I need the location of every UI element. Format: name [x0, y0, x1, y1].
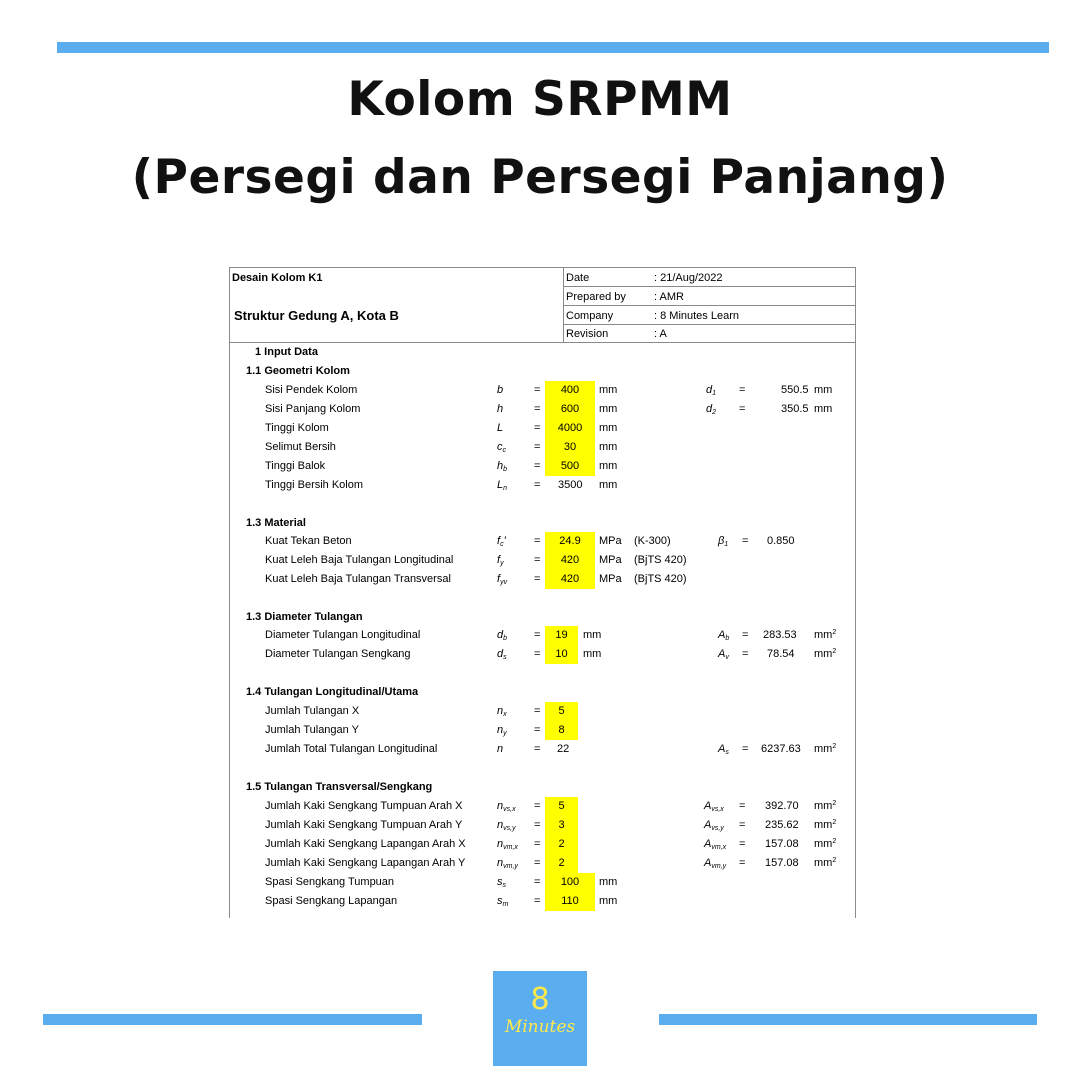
label-nvsy: Jumlah Kaki Sengkang Tumpuan Arah Y [265, 819, 463, 831]
value-fc: 24.9 [545, 532, 595, 551]
logo-number: 8 [530, 982, 550, 1017]
equals-sign: = [534, 479, 541, 491]
meta-label-revision: Revision [566, 328, 609, 340]
label-ds: Diameter Tulangan Sengkang [265, 648, 411, 660]
spreadsheet-image [229, 267, 856, 918]
unit-ds: mm [583, 648, 602, 660]
section-diameter: 1.3 Diameter Tulangan [246, 611, 363, 623]
equals-sign: = [534, 535, 541, 547]
symbol-cc: $c_c$ [497, 441, 506, 454]
equals-sign: = [534, 876, 541, 888]
page-subtitle: (Persegi dan Persegi Panjang) [131, 150, 949, 205]
value-Avsx: 392.70 [765, 800, 799, 812]
unit-Avsy: $mm^2$ [814, 819, 837, 831]
label-db: Diameter Tulangan Longitudinal [265, 629, 421, 641]
symbol-fy: $f_y$ [497, 554, 504, 567]
symbol-Avsx: $A_{vs,x}$ [704, 800, 724, 813]
equals-sign: = [534, 629, 541, 641]
symbol-Av: $A_v$ [718, 648, 729, 661]
8-minutes-logo [493, 971, 587, 1066]
value-beta1: 0.850 [767, 535, 795, 547]
symbol-d1: $d_1$ [706, 384, 717, 397]
label-fy: Kuat Leleh Baja Tulangan Longitudinal [265, 554, 454, 566]
value-Avmy: 157.08 [765, 857, 799, 869]
meta-label-company: Company [566, 310, 614, 322]
value-nvmy: 2 [545, 854, 578, 873]
value-b: 400 [545, 381, 595, 400]
symbol-d2: $d_2$ [706, 403, 717, 416]
bottom-right-accent-bar [659, 1014, 1037, 1025]
equals-sign: = [739, 800, 746, 812]
unit-b: mm [599, 384, 618, 396]
symbol-fc: $f_c'$ [497, 535, 506, 548]
unit-cc: mm [599, 441, 618, 453]
unit-hb: mm [599, 460, 618, 472]
unit-Av: $mm^2$ [814, 648, 837, 660]
label-sm: Spasi Sengkang Lapangan [265, 895, 398, 907]
value-As: 6237.63 [761, 743, 801, 755]
unit-Ln: mm [599, 479, 618, 491]
symbol-nvsy: $n_{vs,y}$ [497, 819, 516, 832]
equals-sign: = [534, 724, 541, 736]
equals-sign: = [534, 573, 541, 585]
symbol-Avmy: $A_{vm,y}$ [704, 857, 727, 870]
value-hb: 500 [545, 457, 595, 476]
design-label: Desain Kolom K1 [232, 272, 323, 284]
equals-sign: = [742, 743, 749, 755]
meta-value-prepared: : AMR [654, 291, 684, 303]
symbol-Ln: $L_n$ [497, 479, 508, 492]
sheet-header [230, 267, 855, 343]
label-kuat-tekan: Kuat Tekan Beton [265, 535, 352, 547]
symbol-nvsx: $n_{vs,x}$ [497, 800, 516, 813]
value-ss: 100 [545, 873, 595, 892]
symbol-b: b [497, 384, 504, 396]
symbol-L: L [497, 422, 504, 434]
value-n: 22 [557, 743, 570, 755]
unit-sm: mm [599, 895, 618, 907]
equals-sign: = [739, 857, 746, 869]
section-geometri: 1.1 Geometri Kolom [246, 365, 350, 377]
equals-sign: = [534, 819, 541, 831]
equals-sign: = [534, 895, 541, 907]
unit-fy: MPa [599, 554, 622, 566]
symbol-Avmx: $A_{vm,x}$ [704, 838, 727, 851]
meta-value-revision: : A [654, 328, 667, 340]
label-ss: Spasi Sengkang Tumpuan [265, 876, 395, 888]
section-input: 1 Input Data [255, 346, 318, 358]
symbol-As: $A_s$ [718, 743, 729, 756]
equals-sign: = [534, 384, 541, 396]
logo-word: Minutes [504, 1017, 576, 1037]
bottom-left-accent-bar [43, 1014, 422, 1025]
value-Ab: 283.53 [763, 629, 797, 641]
unit-Ab: $mm^2$ [814, 629, 837, 641]
label-n-total: Jumlah Total Tulangan Longitudinal [265, 743, 438, 755]
unit-L: mm [599, 422, 618, 434]
label-ny: Jumlah Tulangan Y [265, 724, 359, 736]
label-selimut: Selimut Bersih [265, 441, 336, 453]
equals-sign: = [534, 648, 541, 660]
project-name: Struktur Gedung A, Kota B [234, 308, 399, 323]
unit-ss: mm [599, 876, 618, 888]
equals-sign: = [534, 705, 541, 717]
equals-sign: = [534, 554, 541, 566]
value-db: 19 [545, 626, 578, 645]
meta-label-prepared: Prepared by [566, 291, 626, 303]
page-title: Kolom SRPMM [347, 72, 733, 127]
value-L: 4000 [545, 419, 595, 438]
label-nvmx: Jumlah Kaki Sengkang Lapangan Arah X [265, 838, 466, 850]
unit-As: $mm^2$ [814, 743, 837, 755]
label-sisi-panjang: Sisi Panjang Kolom [265, 403, 361, 415]
value-d1: 550.5 [781, 384, 809, 396]
equals-sign: = [739, 403, 746, 415]
unit-h: mm [599, 403, 618, 415]
meta-value-date: : 21/Aug/2022 [654, 272, 723, 284]
label-tinggi-balok: Tinggi Balok [265, 460, 326, 472]
value-d2: 350.5 [781, 403, 809, 415]
equals-sign: = [742, 535, 749, 547]
equals-sign: = [534, 403, 541, 415]
meta-label-date: Date [566, 272, 590, 284]
unit-db: mm [583, 629, 602, 641]
meta-value-company: : 8 Minutes Learn [654, 310, 739, 322]
value-nvsx: 5 [545, 797, 578, 816]
value-Ln: 3500 [558, 479, 583, 491]
value-fyv: 420 [545, 570, 595, 589]
symbol-sm: $s_m$ [497, 895, 509, 908]
value-h: 600 [545, 400, 595, 419]
value-nvsy: 3 [545, 816, 578, 835]
label-fyv: Kuat Leleh Baja Tulangan Transversal [265, 573, 451, 585]
equals-sign: = [534, 441, 541, 453]
value-Avsy: 235.62 [765, 819, 799, 831]
label-tinggi-bersih: Tinggi Bersih Kolom [265, 479, 364, 491]
note-fc: (K-300) [634, 535, 671, 547]
symbol-Avsy: $A_{vs,y}$ [704, 819, 724, 832]
symbol-nx: $n_x$ [497, 705, 507, 718]
equals-sign: = [534, 743, 541, 755]
value-fy: 420 [545, 551, 595, 570]
unit-Avmx: $mm^2$ [814, 838, 837, 850]
unit-fc: MPa [599, 535, 622, 547]
value-cc: 30 [545, 438, 595, 457]
equals-sign: = [739, 819, 746, 831]
symbol-hb: $h_b$ [497, 460, 508, 473]
symbol-ny: $n_y$ [497, 724, 507, 737]
unit-d1: mm [814, 384, 833, 396]
section-transversal: 1.5 Tulangan Transversal/Sengkang [246, 781, 433, 793]
value-sm: 110 [545, 892, 595, 911]
equals-sign: = [534, 800, 541, 812]
top-accent-bar [57, 42, 1049, 53]
label-sisi-pendek: Sisi Pendek Kolom [265, 384, 358, 396]
symbol-Ab: $A_b$ [718, 629, 730, 642]
value-Avmx: 157.08 [765, 838, 799, 850]
note-fy: (BjTS 420) [634, 554, 687, 566]
equals-sign: = [534, 857, 541, 869]
label-nvsx: Jumlah Kaki Sengkang Tumpuan Arah X [265, 800, 463, 812]
symbol-db: $d_b$ [497, 629, 508, 642]
equals-sign: = [742, 648, 749, 660]
section-material: 1.3 Material [246, 517, 306, 529]
value-nx: 5 [545, 702, 578, 721]
equals-sign: = [534, 422, 541, 434]
symbol-nvmy: $n_{vm,y}$ [497, 857, 518, 870]
label-nx: Jumlah Tulangan X [265, 705, 360, 717]
equals-sign: = [739, 838, 746, 850]
symbol-ss: $s_s$ [497, 876, 506, 889]
symbol-beta1: $\beta_1$ [718, 535, 729, 548]
equals-sign: = [534, 460, 541, 472]
equals-sign: = [742, 629, 749, 641]
symbol-n: n [497, 743, 504, 755]
section-longitudinal: 1.4 Tulangan Longitudinal/Utama [246, 686, 419, 698]
symbol-fyv: $f_{yv}$ [497, 573, 508, 586]
value-Av: 78.54 [767, 648, 795, 660]
value-ds: 10 [545, 645, 578, 664]
symbol-ds: $d_s$ [497, 648, 507, 661]
symbol-h: h [497, 403, 504, 415]
label-tinggi-kolom: Tinggi Kolom [265, 422, 329, 434]
symbol-nvmx: $n_{vm,x}$ [497, 838, 518, 851]
unit-fyv: MPa [599, 573, 622, 585]
note-fyv: (BjTS 420) [634, 573, 687, 585]
label-nvmy: Jumlah Kaki Sengkang Lapangan Arah Y [265, 857, 466, 869]
value-nvmx: 2 [545, 835, 578, 854]
equals-sign: = [739, 384, 746, 396]
value-ny: 8 [545, 721, 578, 740]
unit-Avsx: $mm^2$ [814, 800, 837, 812]
unit-Avmy: $mm^2$ [814, 857, 837, 869]
unit-d2: mm [814, 403, 833, 415]
equals-sign: = [534, 838, 541, 850]
